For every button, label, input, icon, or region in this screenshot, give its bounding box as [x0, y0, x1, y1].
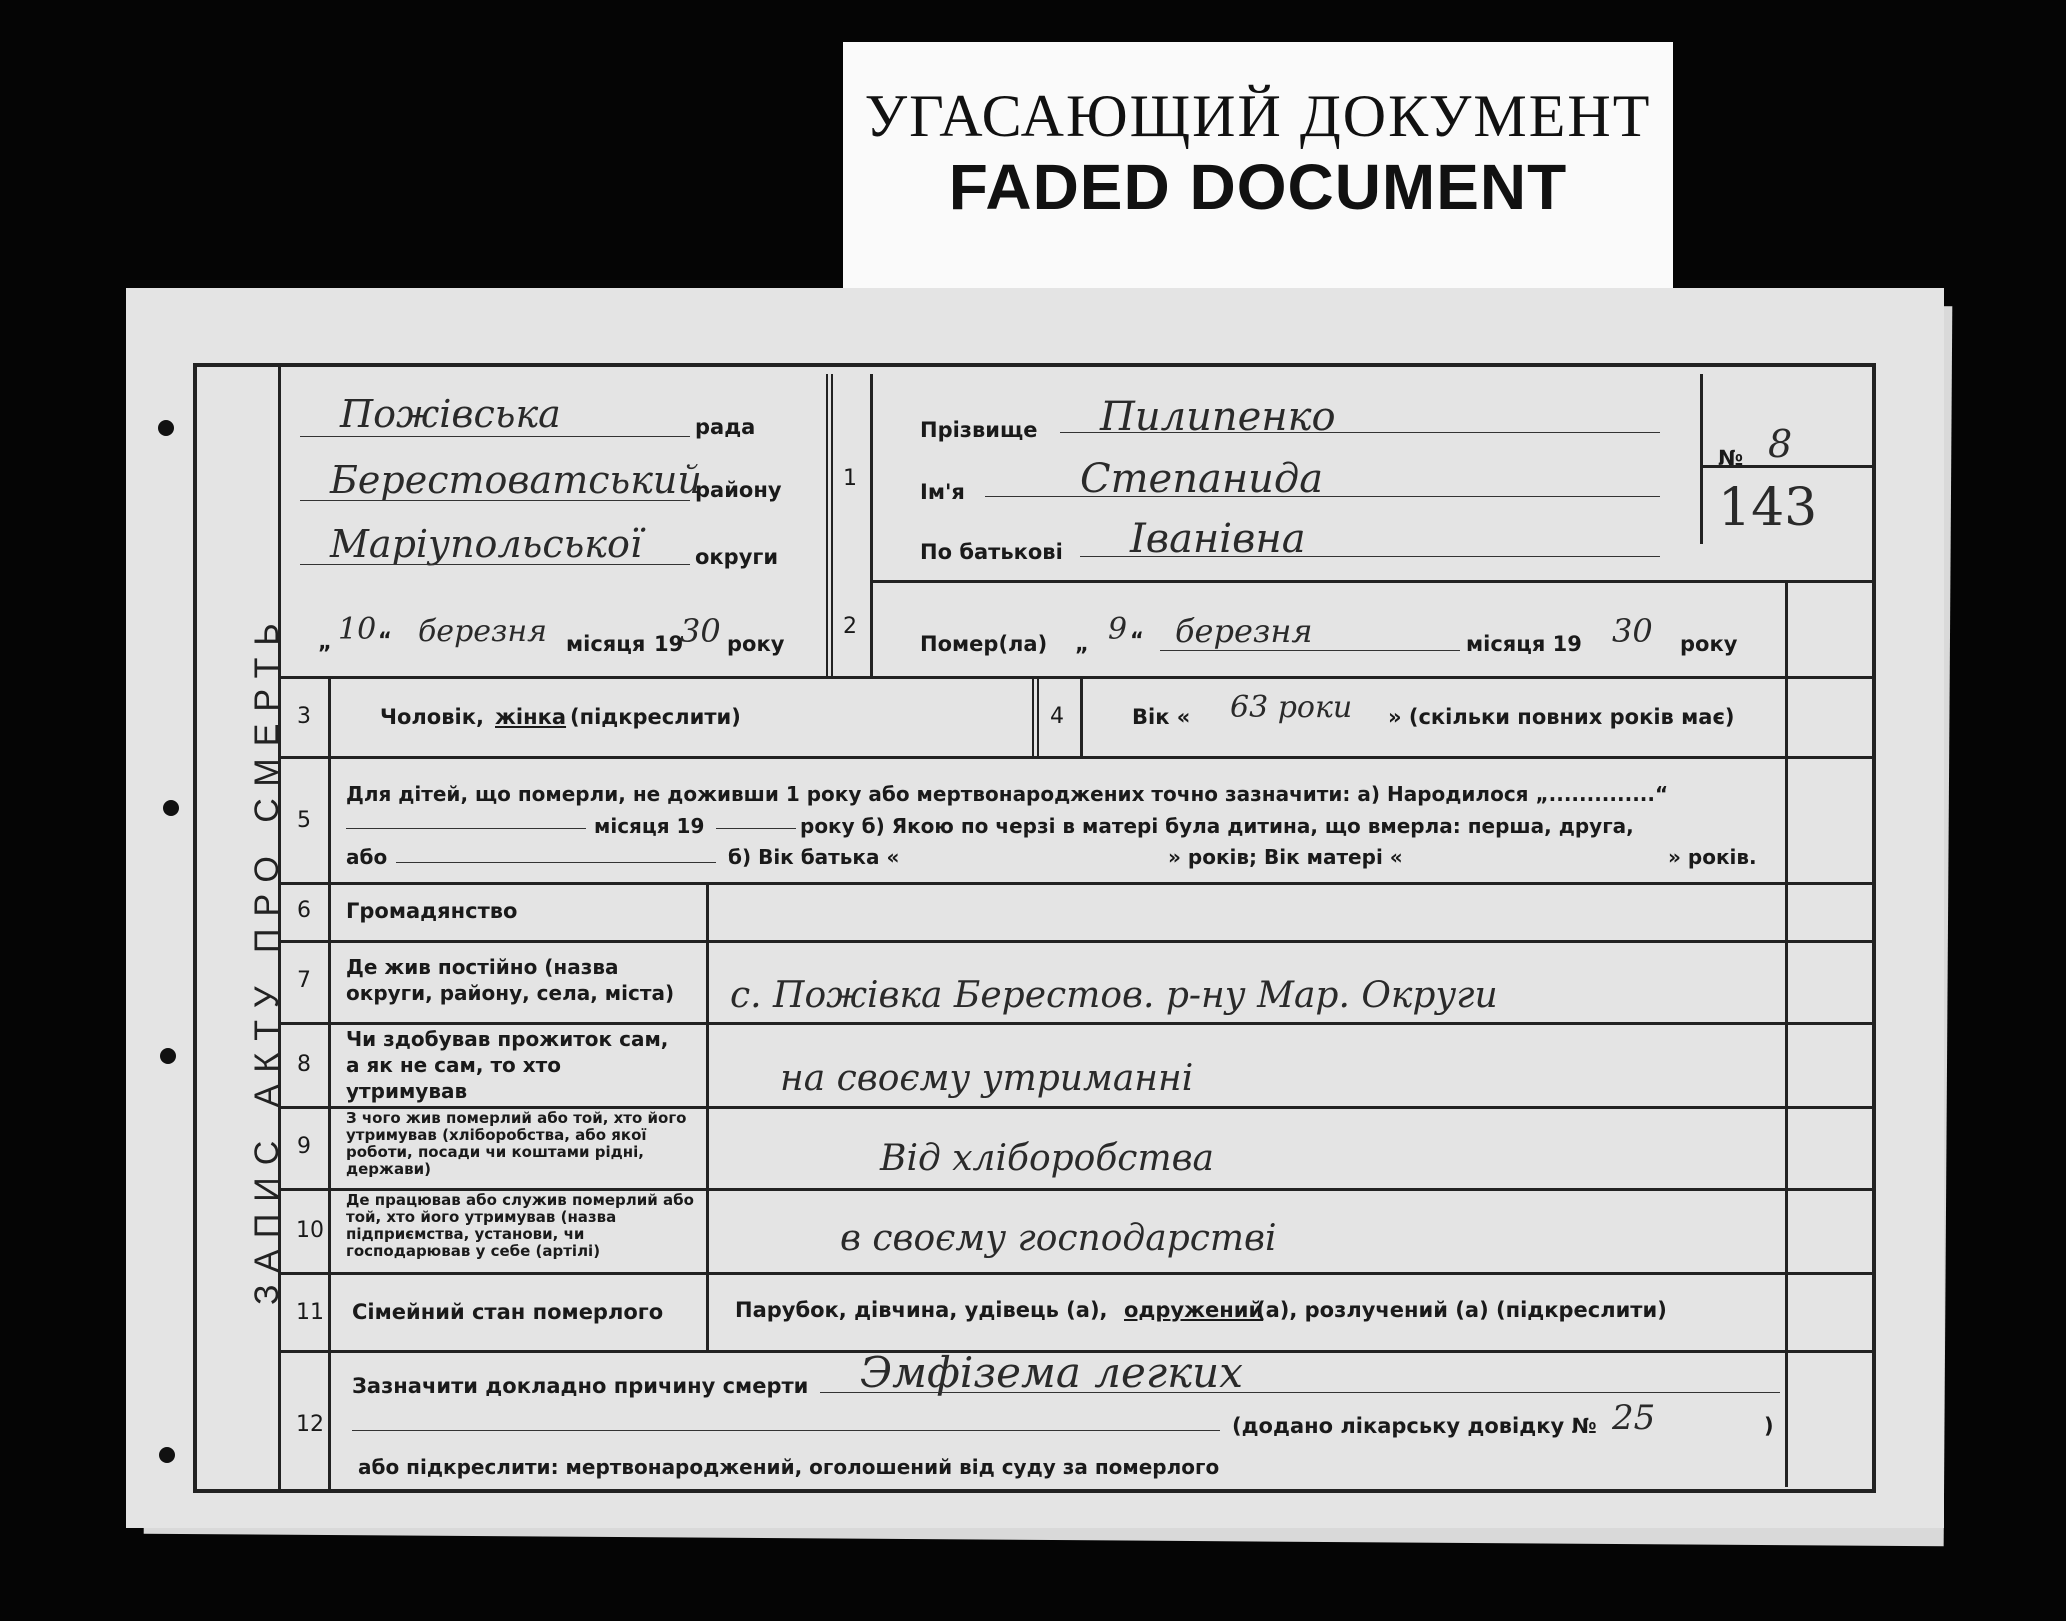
- children-underline: [346, 828, 586, 829]
- died-quote-open: „: [1075, 632, 1089, 656]
- died-year-value: 30: [1612, 612, 1653, 650]
- workplace-label: Де працював або служив померлий або той, хто його утримував (назва підприємства, установи, чи господарював у себе (артілі): [346, 1191, 694, 1260]
- livelihood-value: на своєму утриманні: [780, 1058, 1194, 1099]
- children-line-3d: » років.: [1668, 845, 1757, 869]
- raion-underline: [300, 500, 690, 501]
- raion-value: Берестоватський: [330, 458, 702, 502]
- age-label: Вік «: [1132, 705, 1191, 729]
- marital-options-after: (а), розлучений (а) (підкреслити): [1256, 1298, 1667, 1322]
- cause-label: Зазначити докладно причину смерти: [352, 1374, 809, 1398]
- patronymic-value: Іванівна: [1130, 516, 1306, 562]
- rada-value: Пожівська: [340, 392, 561, 436]
- row-number: 4: [1050, 704, 1064, 729]
- date-year-prefix: 19: [654, 632, 684, 656]
- cause-alt-line: або підкреслити: мертвонароджений, оголошений від суду за померлого: [358, 1455, 1220, 1479]
- patronymic-label: По батькові: [920, 540, 1063, 564]
- row-number: 11: [296, 1300, 324, 1325]
- patronymic-underline: [1080, 556, 1660, 557]
- died-month-label: місяця 19: [1466, 632, 1582, 656]
- children-line-3c: » років; Вік матері «: [1168, 845, 1403, 869]
- date-open-quote: „: [318, 630, 332, 654]
- punch-hole: [160, 1048, 176, 1064]
- grid-line: [706, 1272, 709, 1350]
- cause-underline-2: [352, 1430, 1220, 1431]
- record-number-value-2: 143: [1718, 478, 1818, 538]
- surname-value: Пилипенко: [1100, 394, 1336, 440]
- grid-line: [328, 677, 331, 1489]
- name-label: Ім'я: [920, 480, 965, 504]
- raion-label: району: [695, 478, 782, 502]
- date-day: 10: [338, 612, 377, 647]
- died-month-underline: [1160, 650, 1460, 651]
- gender-underlined: жінка: [495, 705, 567, 729]
- gender-after: (підкреслити): [570, 705, 741, 729]
- row-number: 5: [297, 808, 311, 833]
- died-year-label: року: [1680, 632, 1738, 656]
- side-title: ЗАПИС АКТУ ПРО СМЕРТЬ: [248, 611, 286, 1305]
- residence-value: с. Пожівка Берестов. р-ну Мар. Округи: [730, 975, 1498, 1016]
- stamp-line-russian: УГАСАЮЩИЙ ДОКУМЕНТ: [864, 83, 1652, 149]
- cause-underline: [820, 1392, 1780, 1393]
- date-close-quote: “: [378, 628, 392, 652]
- died-label: Помер(ла): [920, 632, 1048, 656]
- grid-line: [280, 676, 1874, 679]
- okruha-value: Маріупольської: [330, 522, 643, 566]
- income-source-value: Від хліборобства: [880, 1138, 1215, 1179]
- children-line-2a: місяця 19: [594, 814, 705, 838]
- row-number: 12: [296, 1412, 324, 1437]
- okruha-underline: [300, 564, 690, 565]
- stamp-line-english: FADED DOCUMENT: [948, 151, 1568, 223]
- record-number-value: 8: [1768, 422, 1793, 466]
- certificate-label: (додано лікарську довідку №: [1232, 1414, 1597, 1438]
- age-value: 63 роки: [1230, 690, 1353, 725]
- name-underline: [985, 496, 1660, 497]
- children-underline: [396, 862, 716, 863]
- punch-hole: [163, 800, 179, 816]
- workplace-value: в своєму господарстві: [840, 1218, 1277, 1259]
- name-value: Степанида: [1080, 456, 1324, 502]
- certificate-value: 25: [1612, 1398, 1656, 1438]
- grid-line: [280, 940, 1874, 943]
- livelihood-label: Чи здобував прожиток сам, а як не сам, то хто утримував: [346, 1027, 669, 1103]
- grid-line: [280, 1272, 1874, 1275]
- row-number: 1: [843, 466, 857, 491]
- income-source-label: З чого жив померлий або той, хто його утримував (хліборобства, або якої роботи, посади чи коштами рідні, держави): [346, 1109, 687, 1178]
- punch-hole: [159, 1447, 175, 1463]
- children-underline: [716, 828, 796, 829]
- children-line-3a: або: [346, 845, 388, 869]
- grid-line: [280, 882, 1874, 885]
- grid-line: [870, 374, 873, 676]
- certificate-close: ): [1764, 1414, 1774, 1438]
- row-number: 3: [297, 704, 311, 729]
- died-day: 9: [1108, 612, 1128, 647]
- grid-line: [1080, 676, 1083, 756]
- surname-label: Прізвище: [920, 418, 1038, 442]
- row-number: 10: [296, 1218, 324, 1243]
- age-suffix: » (скільки повних років має): [1388, 705, 1735, 729]
- children-line-1: Для дітей, що померли, не доживши 1 року або мертвонароджених точно зазначити: а) Народилося „..............“: [346, 782, 1669, 806]
- marital-options-before: Парубок, дівчина, удівець (а),: [735, 1298, 1108, 1322]
- gender-before: Чоловік,: [380, 705, 484, 729]
- rada-label: рада: [695, 415, 756, 439]
- died-quote-close: “: [1130, 628, 1144, 652]
- children-line-2b: року б) Якою по черзі в матері була дитина, що вмерла: перша, друга,: [800, 814, 1634, 838]
- date-year-label: року: [727, 632, 785, 656]
- grid-line: [280, 756, 1874, 759]
- row-number: 2: [843, 614, 857, 639]
- faded-document-label: [843, 42, 1673, 302]
- date-year-value: 30: [680, 612, 721, 650]
- grid-line: [280, 1022, 1874, 1025]
- cause-value: Эмфізема легких: [860, 1348, 1243, 1397]
- row-number: 9: [297, 1134, 311, 1159]
- marital-options-underlined: одружений: [1124, 1298, 1264, 1322]
- children-line-3b: б) Вік батька «: [728, 845, 900, 869]
- died-month: березня: [1175, 612, 1313, 650]
- marital-label: Сімейний стан померлого: [352, 1300, 664, 1324]
- row-number: 8: [297, 1052, 311, 1077]
- grid-line: [870, 580, 1874, 583]
- punch-hole: [158, 420, 174, 436]
- surname-underline: [1060, 432, 1660, 433]
- rada-underline: [300, 436, 690, 437]
- record-number-label: №: [1718, 446, 1744, 470]
- row-number: 6: [297, 898, 311, 923]
- okruha-label: округи: [695, 545, 779, 569]
- row-number: 7: [297, 968, 311, 993]
- citizenship-label: Громадянство: [346, 899, 518, 923]
- grid-line: [1700, 374, 1703, 544]
- date-month: березня: [418, 614, 548, 649]
- date-month-label: місяця: [566, 632, 646, 656]
- residence-label: Де жив постійно (назва округи, району, села, міста): [346, 955, 675, 1005]
